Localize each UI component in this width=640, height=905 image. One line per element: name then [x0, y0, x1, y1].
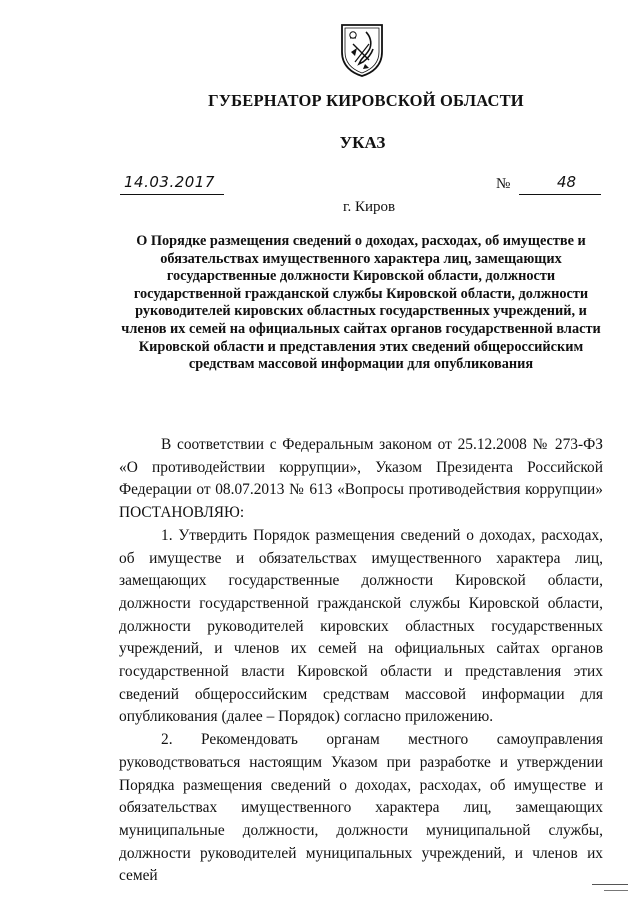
document-body	[119, 434, 603, 888]
kirov-emblem-icon	[339, 22, 385, 78]
item-2-paragraph: 2. Рекомендовать органам местного самоуправления руководствоваться настоящим Указом при разработке и утверждении Порядка размещения сведений о доходах, расходах, об имуществе и обязательствах имущественного характера лиц, замещающих муниципальные должности, должности муниципальной службы, должности руководителей муниципальных учреждений, и членов их семей	[119, 731, 603, 885]
issue-city: г. Киров	[343, 199, 396, 215]
document-title: О Порядке размещения сведений о доходах, расходах, об имуществе и обязательствах имущественного характера лиц, замещающих государственные должности Кировской области, должности государственной гражданской службы Кировской области, должности руководителей кировских областных государственных учреждений, и членов их семей на официальных сайтах органов государственной власти Кировской области и представления этих сведений общероссийским средствам массовой информации для опубликования	[121, 233, 601, 373]
document-date: 14.03.2017	[124, 173, 215, 191]
footer-rule	[592, 884, 628, 885]
preamble-paragraph: В соответствии с Федеральным законом от 25.12.2008 № 273-ФЗ «О противодействии коррупции», Указом Президента Российской Федерации от 08.07.2013 № 613 «Вопросы противодействия коррупции» ПОСТАНОВЛЯЮ:	[119, 436, 603, 522]
footer-rule-short	[604, 890, 628, 891]
coat-of-arms-emblem	[339, 22, 385, 78]
document-type: УКАЗ	[339, 133, 386, 152]
document-number: 48	[557, 173, 577, 191]
issuing-authority: ГУБЕРНАТОР КИРОВСКОЙ ОБЛАСТИ	[208, 91, 524, 110]
item-1-paragraph: 1. Утвердить Порядок размещения сведений о доходах, расходах, об имуществе и обязательствах имущественного характера лиц, замещающих государственные должности Кировской области, должности государственной гражданской службы Кировской области, должности руководителей кировских областных государственных учреждений, и членов их семей на официальных сайтах органов государственной власти Кировской области и представления этих сведений общероссийским средствам массовой информации для опубликования (далее – Порядок) согласно приложению.	[119, 526, 603, 726]
number-label: №	[496, 176, 511, 192]
